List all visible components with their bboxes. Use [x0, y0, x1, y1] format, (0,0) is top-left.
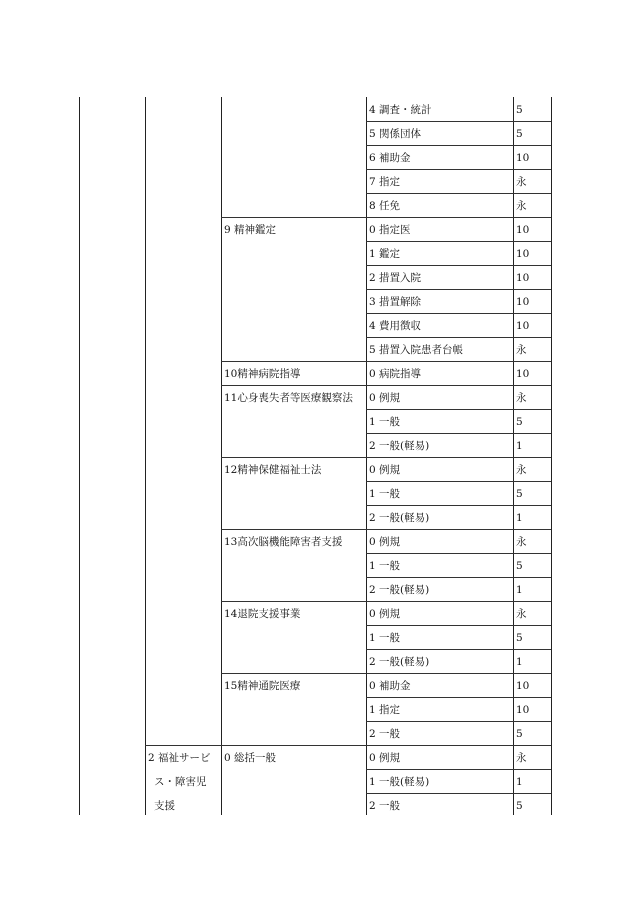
retention-cell: 5 [516, 632, 523, 644]
row-separator [366, 673, 551, 674]
group-separator [221, 457, 366, 458]
item-cell: 6 補助金 [369, 152, 411, 164]
retention-cell: 1 [516, 512, 523, 524]
item-cell: 0 病院指導 [369, 368, 422, 380]
item-cell: 1 鑑定 [369, 248, 401, 260]
row-separator [366, 721, 551, 722]
column-divider [366, 97, 367, 815]
row-separator [366, 793, 551, 794]
item-cell: 1 一般 [369, 560, 401, 572]
column-divider [551, 97, 552, 815]
item-cell: 1 一般 [369, 488, 401, 500]
retention-cell: 永 [516, 200, 527, 212]
retention-cell: 永 [516, 752, 527, 764]
item-cell: 2 一般(軽易) [369, 584, 430, 596]
retention-cell: 10 [516, 704, 530, 716]
item-cell: 1 一般(軽易) [369, 776, 430, 788]
row-separator [366, 625, 551, 626]
item-cell: 0 例規 [369, 464, 401, 476]
row-separator [366, 697, 551, 698]
retention-cell: 10 [516, 296, 530, 308]
subject-cell: 14退院支援事業 [224, 608, 301, 620]
row-separator [366, 649, 551, 650]
item-cell: 7 指定 [369, 176, 401, 188]
retention-cell: 10 [516, 272, 530, 284]
retention-cell: 1 [516, 440, 523, 452]
row-separator [366, 169, 551, 170]
category-label-line: 支援 [154, 800, 175, 812]
subject-cell: 15精神通院医療 [224, 680, 301, 692]
item-cell: 1 指定 [369, 704, 401, 716]
column-divider [221, 97, 222, 815]
retention-cell: 永 [516, 536, 527, 548]
row-separator [366, 361, 551, 362]
row-separator [366, 241, 551, 242]
row-separator [366, 457, 551, 458]
item-cell: 0 指定医 [369, 224, 411, 236]
row-separator [366, 577, 551, 578]
column-divider [79, 97, 80, 815]
retention-cell: 10 [516, 248, 530, 260]
retention-cell: 10 [516, 680, 530, 692]
item-cell: 0 例規 [369, 752, 401, 764]
item-cell: 1 一般 [369, 632, 401, 644]
row-separator [366, 217, 551, 218]
retention-cell: 1 [516, 584, 523, 596]
retention-cell: 永 [516, 176, 527, 188]
retention-cell: 10 [516, 152, 530, 164]
subject-cell: 10精神病院指導 [224, 368, 301, 380]
retention-cell: 永 [516, 464, 527, 476]
row-separator [366, 409, 551, 410]
item-cell: 4 費用徴収 [369, 320, 422, 332]
item-cell: 2 一般(軽易) [369, 440, 430, 452]
retention-cell: 5 [516, 128, 523, 140]
row-separator [366, 121, 551, 122]
item-cell: 0 補助金 [369, 680, 411, 692]
row-separator [366, 145, 551, 146]
group-separator [221, 361, 366, 362]
column-divider [145, 97, 146, 815]
category-label-line: 2 福祉サービ [148, 752, 211, 764]
group-separator [145, 745, 366, 746]
subject-cell: 11心身喪失者等医療観察法 [224, 392, 353, 404]
retention-cell: 5 [516, 104, 523, 116]
retention-cell: 5 [516, 800, 523, 812]
group-separator [221, 529, 366, 530]
item-cell: 3 措置解除 [369, 296, 422, 308]
retention-cell: 1 [516, 776, 523, 788]
retention-cell: 10 [516, 320, 530, 332]
subject-cell: 13高次脳機能障害者支援 [224, 536, 343, 548]
item-cell: 2 一般(軽易) [369, 512, 430, 524]
retention-cell: 10 [516, 368, 530, 380]
item-cell: 2 一般 [369, 800, 401, 812]
item-cell: 2 措置入院 [369, 272, 422, 284]
subject-cell: 0 総括一般 [224, 752, 277, 764]
row-separator [366, 313, 551, 314]
column-divider [513, 97, 514, 815]
category-label-line: ス・障害児 [154, 776, 207, 788]
item-cell: 5 関係団体 [369, 128, 422, 140]
group-separator [221, 673, 366, 674]
retention-cell: 10 [516, 224, 530, 236]
row-separator [366, 337, 551, 338]
item-cell: 8 任免 [369, 200, 401, 212]
item-cell: 0 例規 [369, 608, 401, 620]
item-cell: 1 一般 [369, 416, 401, 428]
retention-cell: 永 [516, 344, 527, 356]
retention-cell: 永 [516, 392, 527, 404]
retention-cell: 5 [516, 488, 523, 500]
retention-cell: 5 [516, 560, 523, 572]
item-cell: 0 例規 [369, 392, 401, 404]
row-separator [366, 289, 551, 290]
row-separator [366, 433, 551, 434]
subject-cell: 9 精神鑑定 [224, 224, 277, 236]
item-cell: 4 調査・統計 [369, 104, 432, 116]
retention-cell: 5 [516, 728, 523, 740]
item-cell: 2 一般 [369, 728, 401, 740]
group-separator [221, 385, 366, 386]
row-separator [366, 553, 551, 554]
item-cell: 5 措置入院患者台帳 [369, 344, 464, 356]
group-separator [221, 601, 366, 602]
item-cell: 0 例規 [369, 536, 401, 548]
retention-cell: 5 [516, 416, 523, 428]
row-separator [366, 529, 551, 530]
row-separator [366, 385, 551, 386]
row-separator [366, 601, 551, 602]
group-separator [221, 217, 366, 218]
retention-cell: 1 [516, 656, 523, 668]
subject-cell: 12精神保健福祉士法 [224, 464, 322, 476]
row-separator [366, 265, 551, 266]
row-separator [366, 193, 551, 194]
retention-cell: 永 [516, 608, 527, 620]
row-separator [366, 769, 551, 770]
row-separator [366, 745, 551, 746]
row-separator [366, 505, 551, 506]
row-separator [366, 481, 551, 482]
item-cell: 2 一般(軽易) [369, 656, 430, 668]
